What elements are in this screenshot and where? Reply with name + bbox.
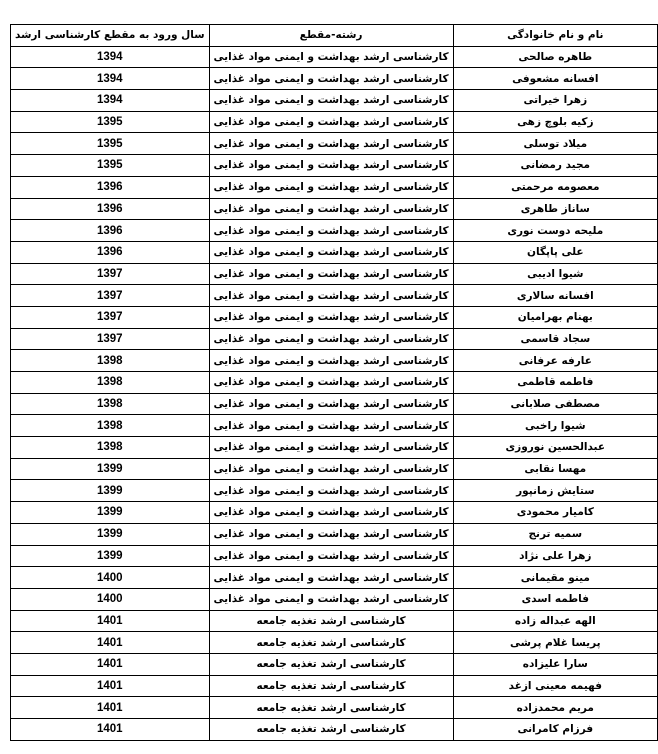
cell-name: فهیمه معینی ازغد — [453, 675, 657, 697]
cell-field: کارشناسی ارشد بهداشت و ایمنی مواد غذایی — [209, 155, 453, 177]
cell-name: مصطفی صلابانی — [453, 393, 657, 415]
cell-field: کارشناسی ارشد تغذیه جامعه — [209, 697, 453, 719]
cell-field: کارشناسی ارشد بهداشت و ایمنی مواد غذایی — [209, 567, 453, 589]
table-row — [11, 155, 658, 177]
table-row — [11, 241, 658, 263]
table-row — [11, 285, 658, 307]
table-row — [11, 220, 658, 242]
cell-field: کارشناسی ارشد بهداشت و ایمنی مواد غذایی — [209, 263, 453, 285]
table-row — [11, 306, 658, 328]
table-row — [11, 176, 658, 198]
cell-field: کارشناسی ارشد بهداشت و ایمنی مواد غذایی — [209, 285, 453, 307]
table-row — [11, 350, 658, 372]
cell-field: کارشناسی ارشد بهداشت و ایمنی مواد غذایی — [209, 437, 453, 459]
cell-name: ساناز طاهری — [453, 198, 657, 220]
cell-name: فرزام کامرانی — [453, 719, 657, 741]
student-roster-table — [10, 24, 658, 741]
cell-field: کارشناسی ارشد بهداشت و ایمنی مواد غذایی — [209, 198, 453, 220]
cell-year: 1397 — [11, 328, 210, 350]
cell-year: 1396 — [11, 241, 210, 263]
cell-year: 1401 — [11, 653, 210, 675]
cell-name: مریم محمدزاده — [453, 697, 657, 719]
table-row — [11, 697, 658, 719]
cell-year: 1398 — [11, 372, 210, 394]
cell-year: 1399 — [11, 458, 210, 480]
header-row — [11, 25, 658, 47]
table-row — [11, 567, 658, 589]
cell-year: 1396 — [11, 176, 210, 198]
cell-year: 1401 — [11, 675, 210, 697]
cell-field: کارشناسی ارشد بهداشت و ایمنی مواد غذایی — [209, 545, 453, 567]
cell-name: عبدالحسین نوروزی — [453, 437, 657, 459]
cell-name: ستایش زمانپور — [453, 480, 657, 502]
table-row — [11, 372, 658, 394]
table-header — [11, 25, 658, 47]
cell-name: میلاد توسلی — [453, 133, 657, 155]
document-sheet — [10, 24, 658, 741]
cell-year: 1394 — [11, 46, 210, 68]
cell-name: پریسا غلام پرشی — [453, 632, 657, 654]
cell-name: سارا علیزاده — [453, 653, 657, 675]
table-row — [11, 480, 658, 502]
table-row — [11, 437, 658, 459]
cell-name: زهرا علی نژاد — [453, 545, 657, 567]
table-row — [11, 675, 658, 697]
cell-year: 1401 — [11, 632, 210, 654]
cell-field: کارشناسی ارشد بهداشت و ایمنی مواد غذایی — [209, 68, 453, 90]
cell-year: 1399 — [11, 502, 210, 524]
cell-field: کارشناسی ارشد تغذیه جامعه — [209, 675, 453, 697]
cell-year: 1394 — [11, 68, 210, 90]
cell-field: کارشناسی ارشد بهداشت و ایمنی مواد غذایی — [209, 502, 453, 524]
table-row — [11, 653, 658, 675]
cell-name: سجاد قاسمی — [453, 328, 657, 350]
cell-name: ملیحه دوست نوری — [453, 220, 657, 242]
cell-field: کارشناسی ارشد بهداشت و ایمنی مواد غذایی — [209, 372, 453, 394]
table-row — [11, 46, 658, 68]
cell-year: 1398 — [11, 393, 210, 415]
cell-year: 1395 — [11, 133, 210, 155]
cell-name: مهسا نقابی — [453, 458, 657, 480]
cell-name: الهه عبداله زاده — [453, 610, 657, 632]
cell-name: زهرا خیراتی — [453, 90, 657, 112]
cell-name: طاهره صالحی — [453, 46, 657, 68]
cell-field: کارشناسی ارشد تغذیه جامعه — [209, 632, 453, 654]
header-year: سال ورود به مقطع کارشناسی ارشد — [11, 25, 210, 47]
table-row — [11, 523, 658, 545]
cell-name: بهنام بهرامیان — [453, 306, 657, 328]
cell-field: کارشناسی ارشد بهداشت و ایمنی مواد غذایی — [209, 241, 453, 263]
cell-name: کامیار محمودی — [453, 502, 657, 524]
table-row — [11, 415, 658, 437]
cell-field: کارشناسی ارشد بهداشت و ایمنی مواد غذایی — [209, 350, 453, 372]
table-row — [11, 198, 658, 220]
cell-year: 1398 — [11, 350, 210, 372]
cell-year: 1399 — [11, 480, 210, 502]
cell-field: کارشناسی ارشد تغذیه جامعه — [209, 610, 453, 632]
cell-year: 1400 — [11, 567, 210, 589]
cell-name: فاطمه اسدی — [453, 588, 657, 610]
table-row — [11, 393, 658, 415]
cell-year: 1401 — [11, 610, 210, 632]
cell-field: کارشناسی ارشد بهداشت و ایمنی مواد غذایی — [209, 480, 453, 502]
cell-name: علی پاپگان — [453, 241, 657, 263]
cell-year: 1397 — [11, 263, 210, 285]
cell-year: 1396 — [11, 220, 210, 242]
cell-field: کارشناسی ارشد بهداشت و ایمنی مواد غذایی — [209, 111, 453, 133]
table-body — [11, 46, 658, 740]
table-row — [11, 90, 658, 112]
cell-year: 1397 — [11, 306, 210, 328]
cell-year: 1394 — [11, 90, 210, 112]
cell-field: کارشناسی ارشد تغذیه جامعه — [209, 653, 453, 675]
table-row — [11, 263, 658, 285]
cell-field: کارشناسی ارشد بهداشت و ایمنی مواد غذایی — [209, 523, 453, 545]
cell-name: فاطمه قاطمی — [453, 372, 657, 394]
cell-field: کارشناسی ارشد تغذیه جامعه — [209, 719, 453, 741]
cell-year: 1396 — [11, 198, 210, 220]
cell-field: کارشناسی ارشد بهداشت و ایمنی مواد غذایی — [209, 306, 453, 328]
table-row — [11, 458, 658, 480]
cell-name: سمیه ترنج — [453, 523, 657, 545]
cell-name: زکیه بلوچ زهی — [453, 111, 657, 133]
cell-name: افسانه مشعوفی — [453, 68, 657, 90]
cell-field: کارشناسی ارشد بهداشت و ایمنی مواد غذایی — [209, 90, 453, 112]
cell-year: 1400 — [11, 588, 210, 610]
cell-field: کارشناسی ارشد بهداشت و ایمنی مواد غذایی — [209, 176, 453, 198]
header-field: رشته-مقطع — [209, 25, 453, 47]
cell-year: 1399 — [11, 523, 210, 545]
table-row — [11, 68, 658, 90]
cell-year: 1401 — [11, 697, 210, 719]
table-row — [11, 632, 658, 654]
cell-field: کارشناسی ارشد بهداشت و ایمنی مواد غذایی — [209, 220, 453, 242]
cell-field: کارشناسی ارشد بهداشت و ایمنی مواد غذایی — [209, 393, 453, 415]
table-row — [11, 719, 658, 741]
cell-field: کارشناسی ارشد بهداشت و ایمنی مواد غذایی — [209, 133, 453, 155]
cell-year: 1401 — [11, 719, 210, 741]
cell-year: 1399 — [11, 545, 210, 567]
cell-name: شیوا ادیبی — [453, 263, 657, 285]
cell-year: 1398 — [11, 415, 210, 437]
cell-name: عارفه عرفانی — [453, 350, 657, 372]
cell-year: 1398 — [11, 437, 210, 459]
cell-year: 1395 — [11, 155, 210, 177]
table-row — [11, 545, 658, 567]
cell-name: شیوا راخبی — [453, 415, 657, 437]
cell-year: 1395 — [11, 111, 210, 133]
table-row — [11, 588, 658, 610]
table-row — [11, 610, 658, 632]
header-name: نام و نام خانوادگی — [453, 25, 657, 47]
cell-field: کارشناسی ارشد بهداشت و ایمنی مواد غذایی — [209, 588, 453, 610]
cell-field: کارشناسی ارشد بهداشت و ایمنی مواد غذایی — [209, 46, 453, 68]
table-row — [11, 502, 658, 524]
table-row — [11, 328, 658, 350]
cell-year: 1397 — [11, 285, 210, 307]
cell-name: مینو مقیمانی — [453, 567, 657, 589]
table-row — [11, 111, 658, 133]
cell-name: معصومه مرحمتی — [453, 176, 657, 198]
cell-name: افسانه سالاری — [453, 285, 657, 307]
cell-field: کارشناسی ارشد بهداشت و ایمنی مواد غذایی — [209, 458, 453, 480]
cell-field: کارشناسی ارشد بهداشت و ایمنی مواد غذایی — [209, 415, 453, 437]
cell-field: کارشناسی ارشد بهداشت و ایمنی مواد غذایی — [209, 328, 453, 350]
table-row — [11, 133, 658, 155]
cell-name: مجید رمضانی — [453, 155, 657, 177]
